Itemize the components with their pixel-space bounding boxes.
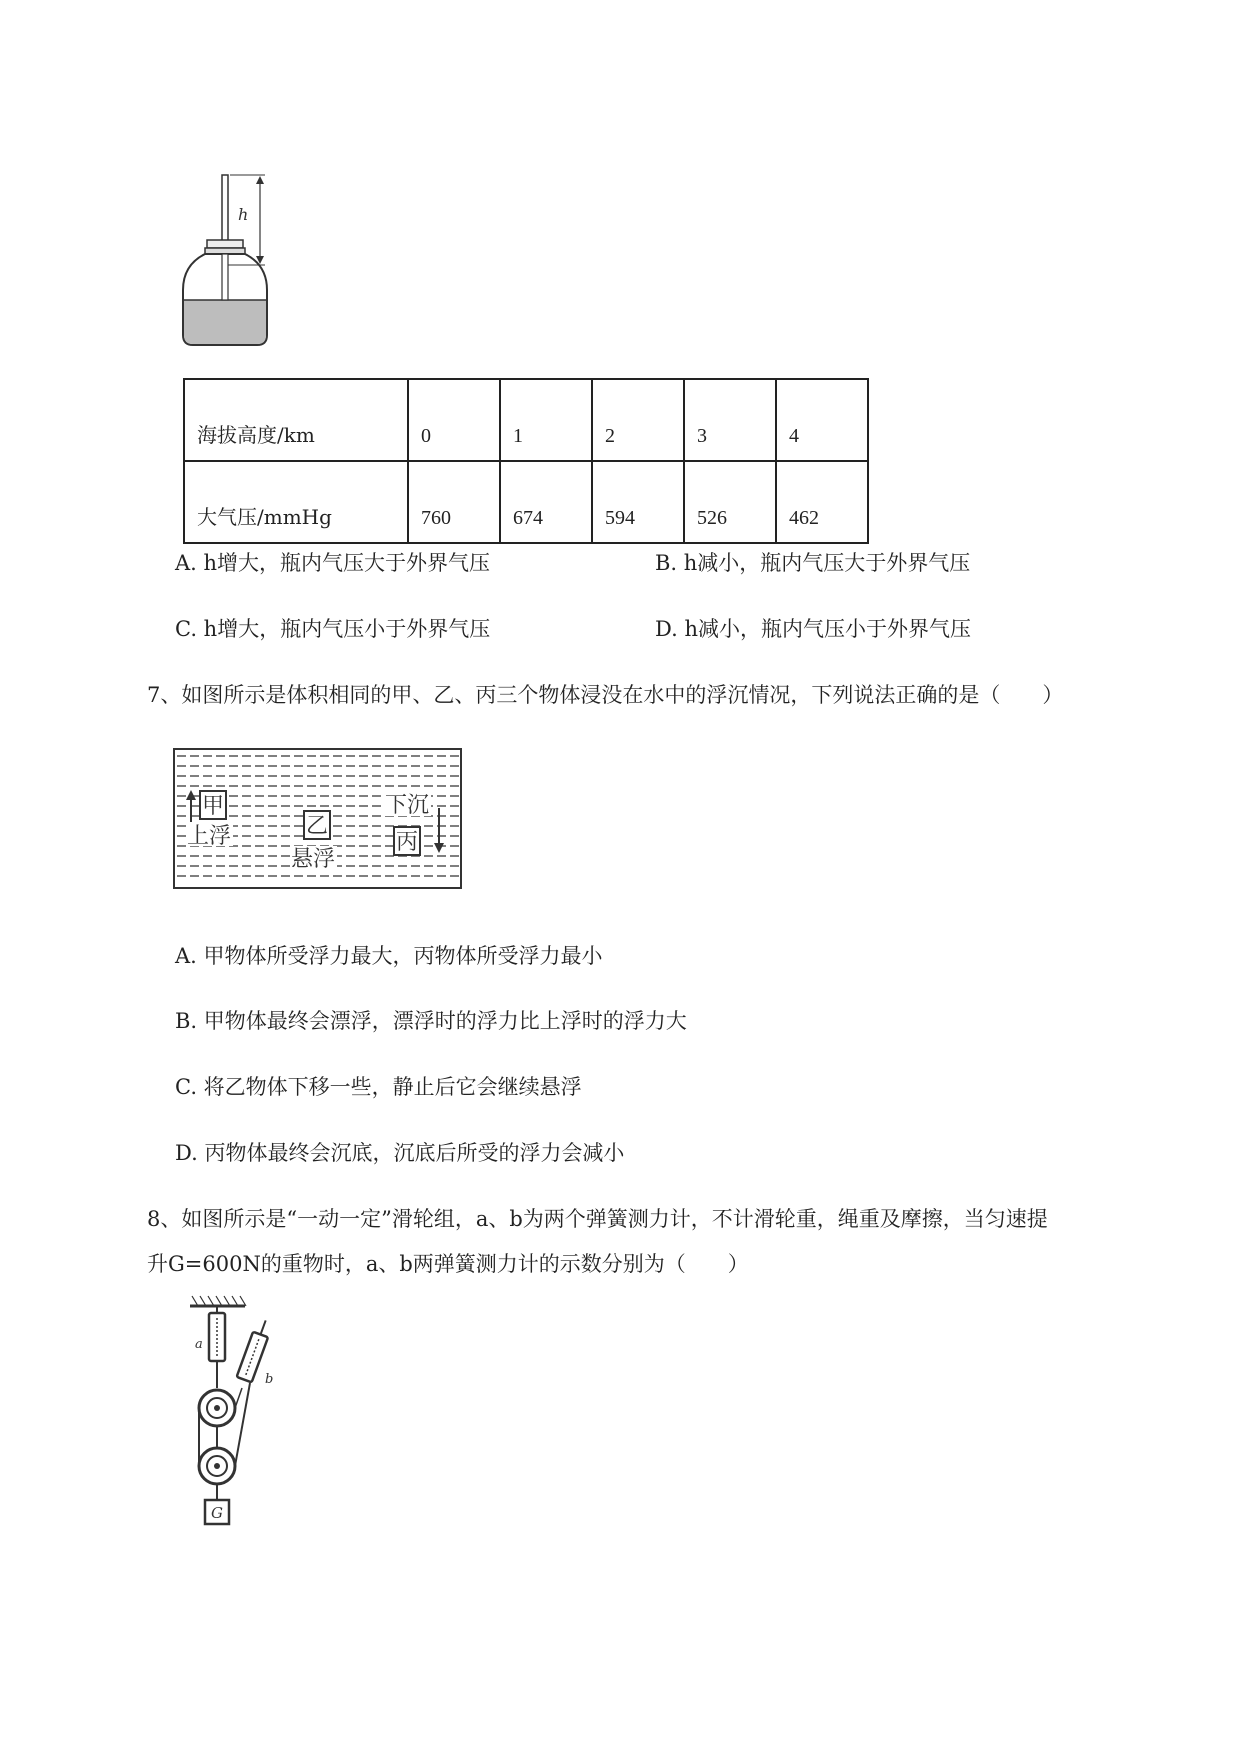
table-cell: 1 <box>500 379 592 461</box>
pulley-figure <box>170 1288 290 1533</box>
table-cell: 674 <box>500 461 592 543</box>
q7-option-a: A. 甲物体所受浮力最大，丙物体所受浮力最小 <box>175 944 603 968</box>
q8-stem-line1: 8、如图所示是“一动一定”滑轮组，a、b为两个弹簧测力计，不计滑轮重，绳重及摩擦，当匀速提 <box>147 1207 1048 1231</box>
q6-option-a: A. h增大，瓶内气压大于外界气压 <box>175 551 491 575</box>
buoyancy-figure <box>173 748 463 890</box>
yi-label: 乙 <box>306 814 329 839</box>
xiachen-label: 下沉 <box>385 793 430 818</box>
scale-a-label: a <box>195 1337 203 1352</box>
table-cell: 462 <box>776 461 868 543</box>
q7-option-c: C. 将乙物体下移一些，静止后它会继续悬浮 <box>175 1075 582 1099</box>
q8-stem-line2: 升G=600N的重物时，a、b两弹簧测力计的示数分别为（ ） <box>147 1252 749 1276</box>
weight-g-label: G <box>211 1504 223 1522</box>
table-cell: 3 <box>684 379 776 461</box>
table-cell: 0 <box>408 379 500 461</box>
h-label: h <box>238 205 249 224</box>
scale-b-label: b <box>265 1372 274 1387</box>
q6-option-c: C. h增大，瓶内气压小于外界气压 <box>175 617 491 641</box>
table-row <box>184 379 868 461</box>
q6-option-b: B. h减小，瓶内气压大于外界气压 <box>655 551 971 575</box>
table-cell: 2 <box>592 379 684 461</box>
table-cell: 760 <box>408 461 500 543</box>
q7-option-d: D. 丙物体最终会沉底，沉底后所受的浮力会减小 <box>175 1141 625 1165</box>
bottle-barometer-figure <box>175 170 295 355</box>
jia-label: 甲 <box>202 794 225 819</box>
xuanfu-label: 悬浮 <box>291 847 336 872</box>
table-row <box>184 461 868 543</box>
q7-stem: 7、如图所示是体积相同的甲、乙、丙三个物体浸没在水中的浮沉情况，下列说法正确的是（ ） <box>147 683 1064 707</box>
altitude-pressure-table <box>183 378 869 544</box>
table-cell: 594 <box>592 461 684 543</box>
q7-option-b: B. 甲物体最终会漂浮，漂浮时的浮力比上浮时的浮力大 <box>175 1009 687 1033</box>
table-cell: 4 <box>776 379 868 461</box>
shangfu-label: 上浮 <box>187 824 232 849</box>
table-cell: 526 <box>684 461 776 543</box>
q6-option-d: D. h减小，瓶内气压小于外界气压 <box>655 617 971 641</box>
table-header-altitude: 海拔高度/km <box>184 379 408 461</box>
table-header-pressure: 大气压/mmHg <box>184 461 408 543</box>
bing-label: 丙 <box>396 830 419 855</box>
